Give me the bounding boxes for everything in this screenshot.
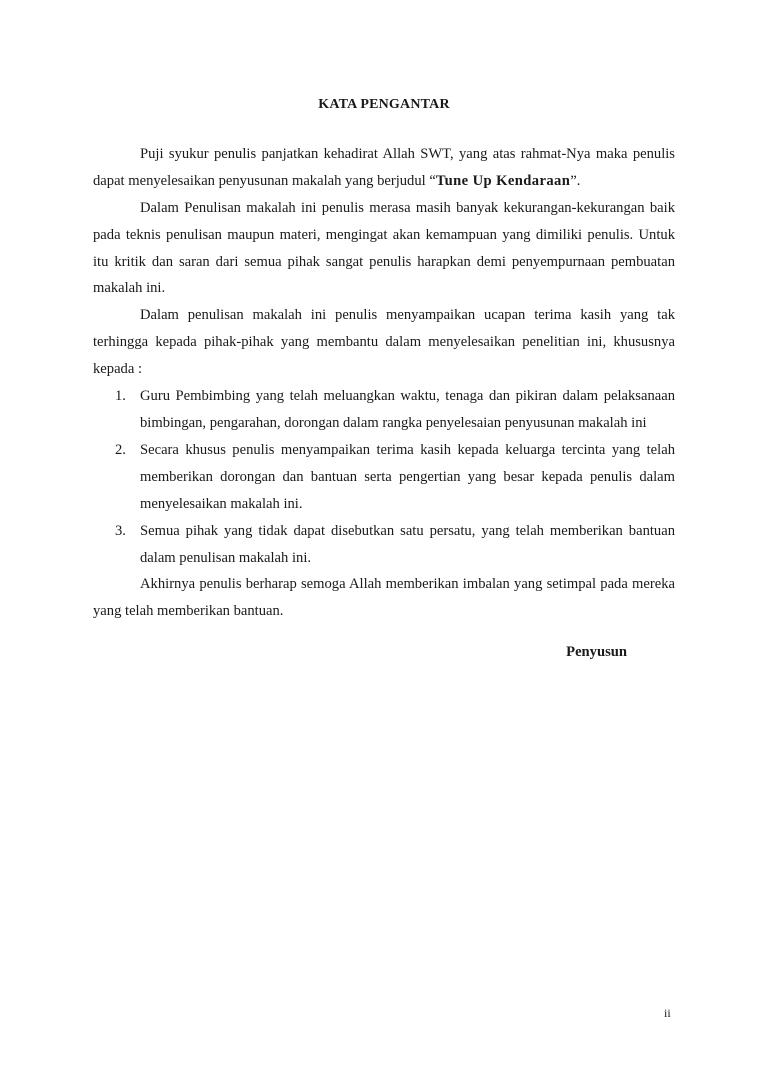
list-item-text: Semua pihak yang tidak dapat disebutkan satu persatu, yang telah memberikan bantuan dalam penulisan makalah ini. [140,522,675,566]
list-item-number: 3. [115,522,126,539]
paragraph-2: Dalam Penulisan makalah ini penulis merasa masih banyak kekurangan-kekurangan baik pada teknis penulisan maupun materi, mengingat akan kemampuan yang dimiliki penulis. Untuk itu kritik dan saran dari semua pihak sangat penulis harapkan demi penyempurnaan pembuatan makalah ini. [93,199,675,297]
list-item [93,518,675,572]
paragraph-3: Dalam penulisan makalah ini penulis menyampaikan ucapan terima kasih yang tak terhingga kepada pihak-pihak yang membantu dalam menyelesaikan penelitian ini, khususnya kepada : [93,307,675,378]
list-item-number: 2. [115,441,126,458]
list-item-text: Secara khusus penulis menyampaikan terima kasih kepada keluarga tercinta yang telah memberikan dorongan dan bantuan serta pengertian yang besar kepada penulis dalam menyelesaikan makalah ini. [140,441,675,512]
paragraph-4: Akhirnya penulis berharap semoga Allah memberikan imbalan yang setimpal pada mereka yang telah memberikan bantuan. [93,576,675,620]
makalah-title: Tune Up Kendaraan [435,172,571,189]
page-number: ii [664,1006,671,1020]
paragraph-1-end: ”. [570,172,581,189]
list-item-number: 1. [115,388,126,405]
paragraph-1 [93,141,675,195]
document-body [93,92,675,666]
page-title: KATA PENGANTAR [318,97,450,112]
acknowledgement-list [93,383,675,571]
signature-closing: Penyusun [566,644,627,661]
paragraph-1-text: Puji syukur penulis panjatkan kehadirat Allah SWT, yang atas rahmat-Nya maka penulis dapat menyelesaikan penyusunan makalah yang berjudul “ [93,145,675,189]
list-item [93,383,675,437]
list-item [93,437,675,518]
list-item-text: Guru Pembimbing yang telah meluangkan waktu, tenaga dan pikiran dalam pelaksanaan bimbingan, pengarahan, dorongan dalam rangka penyelesaian penyusunan makalah ini [140,388,675,431]
